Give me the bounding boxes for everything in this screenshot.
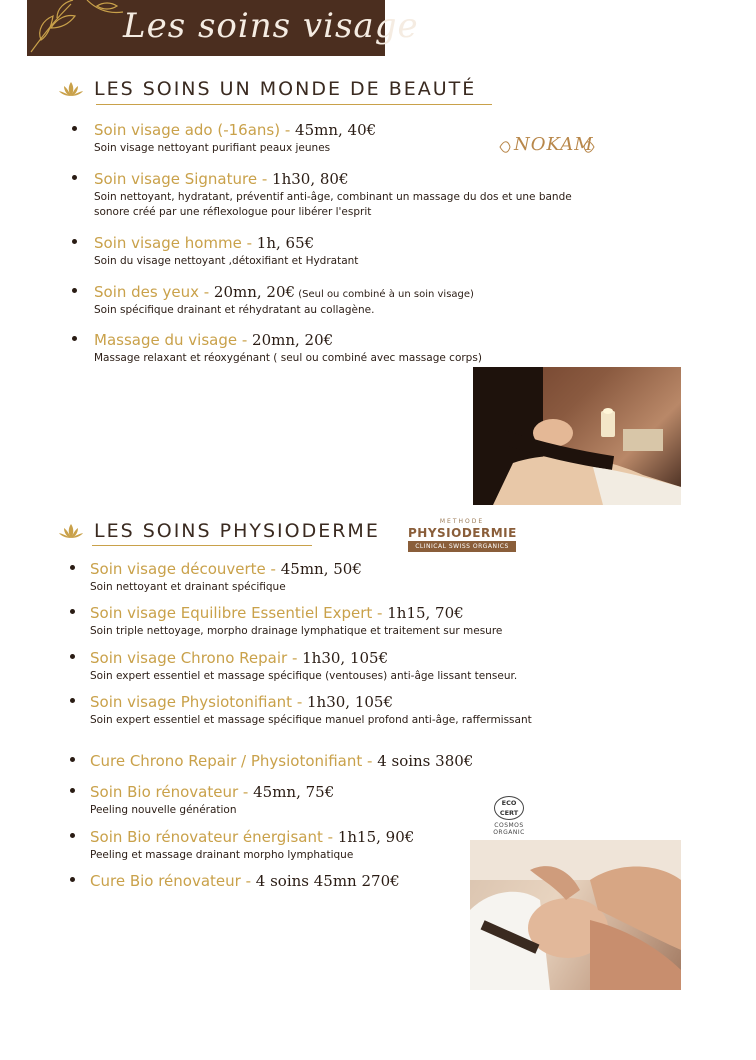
- ecocert-seal: [494, 796, 524, 820]
- service-name: Soin Bio rénovateur -: [90, 783, 254, 801]
- service-description: Soin nettoyant, hydratant, préventif anti-âge, combinant un massage du dos et une bande sonore créé par une réflexologue pour libérer l'esprit: [94, 191, 572, 218]
- ecocert-line2: CERT: [499, 809, 519, 817]
- service-name: Soin visage homme -: [94, 234, 257, 252]
- bullet: [70, 833, 75, 838]
- bullet: [72, 288, 77, 293]
- bullet: [72, 126, 77, 131]
- service-price: 1h, 65€: [256, 234, 315, 252]
- service-price: 1h15, 70€: [387, 604, 464, 622]
- facial-care-photo: [470, 840, 681, 990]
- massage-photo: [473, 367, 681, 505]
- section-divider: [96, 104, 492, 105]
- service-price: 1h30, 105€: [302, 649, 389, 667]
- section-heading-physioderme: [58, 520, 380, 542]
- service-name: Soin visage Signature -: [94, 170, 273, 188]
- bullet: [70, 698, 75, 703]
- service-price: 45mn, 50€: [280, 560, 362, 578]
- section-heading-beaute: [58, 78, 476, 100]
- nokam-logo-text: NOKAM: [514, 134, 594, 155]
- service-description: Soin expert essentiel et massage spécifique manuel profond anti-âge, raffermissant: [90, 714, 532, 726]
- bullet: [70, 565, 75, 570]
- service-name: Cure Bio rénovateur -: [90, 872, 256, 890]
- bullet: [70, 654, 75, 659]
- bullet: [72, 336, 77, 341]
- service-price: 20mn, 20€: [213, 283, 296, 301]
- service-price: 45mn, 75€: [253, 783, 335, 801]
- ecocert-logo: [488, 796, 530, 838]
- ecocert-line3: COSMOS: [494, 822, 524, 829]
- logo-tagline: CLINICAL SWISS ORGANICS: [408, 541, 516, 552]
- service-price: 4 soins 380€: [377, 752, 474, 770]
- lotus-icon: [58, 522, 84, 540]
- ecocert-line1: ECO: [501, 799, 517, 807]
- bullet: [70, 757, 75, 762]
- service-price: 1h15, 90€: [337, 828, 415, 846]
- service-name: Soin visage Chrono Repair -: [90, 649, 303, 667]
- service-name: Soin Bio rénovateur énergisant -: [90, 828, 338, 846]
- facial-care-illustration-icon: [470, 840, 681, 990]
- section-title: LES SOINS PHYSIODERME: [94, 520, 380, 542]
- header-banner: [27, 0, 419, 56]
- bullet: [70, 788, 75, 793]
- section-divider: [92, 545, 312, 546]
- service-description: Soin visage nettoyant purifiant peaux jeunes: [94, 142, 331, 154]
- service-description: Soin nettoyant et drainant spécifique: [90, 581, 286, 593]
- service-price: 20mn, 20€: [252, 331, 334, 349]
- service-name: Soin visage Equilibre Essentiel Expert -: [90, 604, 388, 622]
- massage-illustration-icon: [473, 367, 681, 505]
- service-description: Soin triple nettoyage, morpho drainage lymphatique et traitement sur mesure: [90, 625, 503, 637]
- service-name: Massage du visage -: [94, 331, 253, 349]
- page-title: Les soins visage: [123, 6, 419, 46]
- section-title: LES SOINS UN MONDE DE BEAUTÉ: [94, 78, 477, 100]
- logo-methode: METHODE: [439, 518, 485, 525]
- service-name: Soin visage Physiotonifiant -: [90, 693, 308, 711]
- service-description: Soin expert essentiel et massage spécifique (ventouses) anti-âge lissant tenseur.: [90, 670, 518, 682]
- logo-name: PHYSIODERMIE: [408, 526, 517, 540]
- service-note: (Seul ou combiné à un soin visage): [295, 289, 474, 300]
- physiodermie-logo: [408, 518, 516, 554]
- service-name: Soin des yeux -: [94, 283, 214, 301]
- service-price: 1h30, 80€: [272, 170, 349, 188]
- bullet: [72, 175, 77, 180]
- service-description: Soin spécifique drainant et réhydratant au collagène.: [94, 304, 375, 316]
- service-description: Peeling et massage drainant morpho lymphatique: [90, 849, 354, 861]
- bullet: [70, 609, 75, 614]
- service-name: Cure Chrono Repair / Physiotonifiant -: [90, 752, 378, 770]
- service-description: Massage relaxant et réoxygénant ( seul ou combiné avec massage corps): [94, 352, 482, 364]
- service-description: Soin du visage nettoyant ,détoxifiant et Hydratant: [94, 255, 359, 267]
- bullet: [70, 877, 75, 882]
- service-name: Soin visage ado (-16ans) -: [94, 121, 296, 139]
- ecocert-line4: ORGANIC: [493, 829, 525, 836]
- service-price: 1h30, 105€: [307, 693, 394, 711]
- service-description: Peeling nouvelle génération: [90, 804, 237, 816]
- service-name: Soin visage découverte -: [90, 560, 281, 578]
- bullet: [72, 239, 77, 244]
- lotus-icon: [58, 80, 84, 98]
- service-price: 4 soins 45mn 270€: [255, 872, 400, 890]
- service-price: 45mn, 40€: [295, 121, 377, 139]
- leaf-decoration-icon: [27, 0, 137, 56]
